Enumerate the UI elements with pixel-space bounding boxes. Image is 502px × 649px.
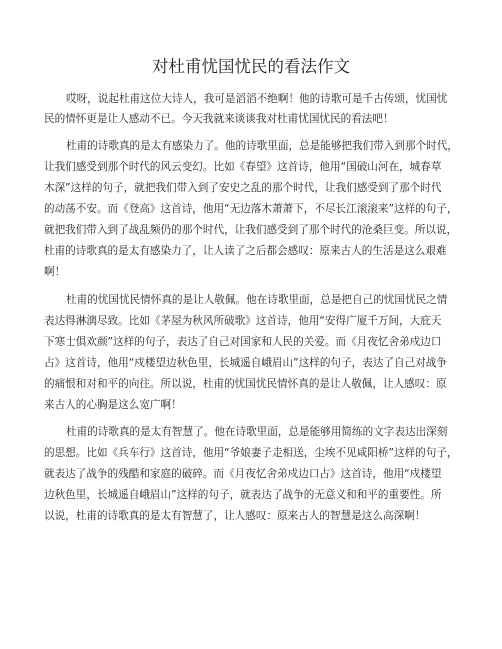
text-line: 哎呀，说起杜甫这位大诗人，我可是滔滔不绝啊！他的诗歌可是千古传颂，忧国忧 xyxy=(66,93,448,105)
text-line: 啊！ xyxy=(44,266,66,278)
text-line: 杜甫的诗歌真的是太有感染力了。他的诗歌里面，总是能够把我们带入到那个时代， xyxy=(66,140,458,152)
text-line: 杜甫的诗歌真的是太有感染力了，让人读了之后都会感叹：原来古人的生活是这么艰难 xyxy=(44,245,447,257)
text-line: 下寒士俱欢颜”这样的句子，表达了自己对国家和人民的关爱。而《月夜忆舍弟戍边口 xyxy=(44,336,442,348)
text-line: 占》这首诗，他用“戍楼望边秋色里，长城遥自峨眉山”这样的句子，表达了自己对战争 xyxy=(44,357,447,369)
text-line: 杜甫的忧国忧民情怀真的是让人敬佩。他在诗歌里面，总是把自己的忧国忧民之情 xyxy=(66,294,448,306)
text-line: 以说，杜甫的诗歌真的是太有智慧了，让人感叹：原来古人的智慧是这么高深啊！ xyxy=(44,510,426,522)
text-line: 就把我们带入到了战乱频仍的那个时代，让我们感受到了那个时代的沧桑巨变。所以说， xyxy=(44,224,458,236)
text-line: 表达得淋漓尽致。比如《茅屋为秋风所破歌》这首诗，他用“安得广厦千万间，大庇天 xyxy=(44,315,442,327)
text-line: 边秋色里，长城遥自峨眉山”这样的句子，就表达了战争的无意义和和平的重要性。所 xyxy=(44,489,442,501)
document-title: 对杜甫忧国忧民的看法作文 xyxy=(152,57,350,76)
text-line: 的痛恨和对和平的向往。所以说，杜甫的忧国忧民情怀真的是让人敬佩，让人感叹：原 xyxy=(44,378,447,390)
text-line: 就表达了战争的残酷和家庭的破碎。而《月夜忆舍弟戍边口占》这首诗，他用“戍楼望 xyxy=(44,468,442,480)
text-line: 民的情怀更是让人感动不已。今天我就来谈谈我对杜甫忧国忧民的看法吧！ xyxy=(44,113,394,125)
text-line: 杜甫的诗歌真的是太有智慧了。他在诗歌里面，总是能够用简练的文字表达出深刻 xyxy=(66,426,448,438)
text-line: 的动荡不安。而《登高》这首诗，他用“无边落木萧萧下，不尽长江滚滚来”这样的句子， xyxy=(44,203,458,215)
text-line: 让我们感受到那个时代的风云变幻。比如《春望》这首诗，他用“国破山河在，城春草 xyxy=(44,161,442,173)
text-line: 来古人的心胸是这么宽广啊！ xyxy=(44,399,182,411)
text-line: 木深”这样的句子，就把我们带入到了安史之乱的那个时代，让我们感受到了那个时代 xyxy=(44,182,442,194)
text-line: 的思想。比如《兵车行》这首诗，他用“爷娘妻子走相送，尘埃不见咸阳桥”这样的句子， xyxy=(44,447,458,459)
